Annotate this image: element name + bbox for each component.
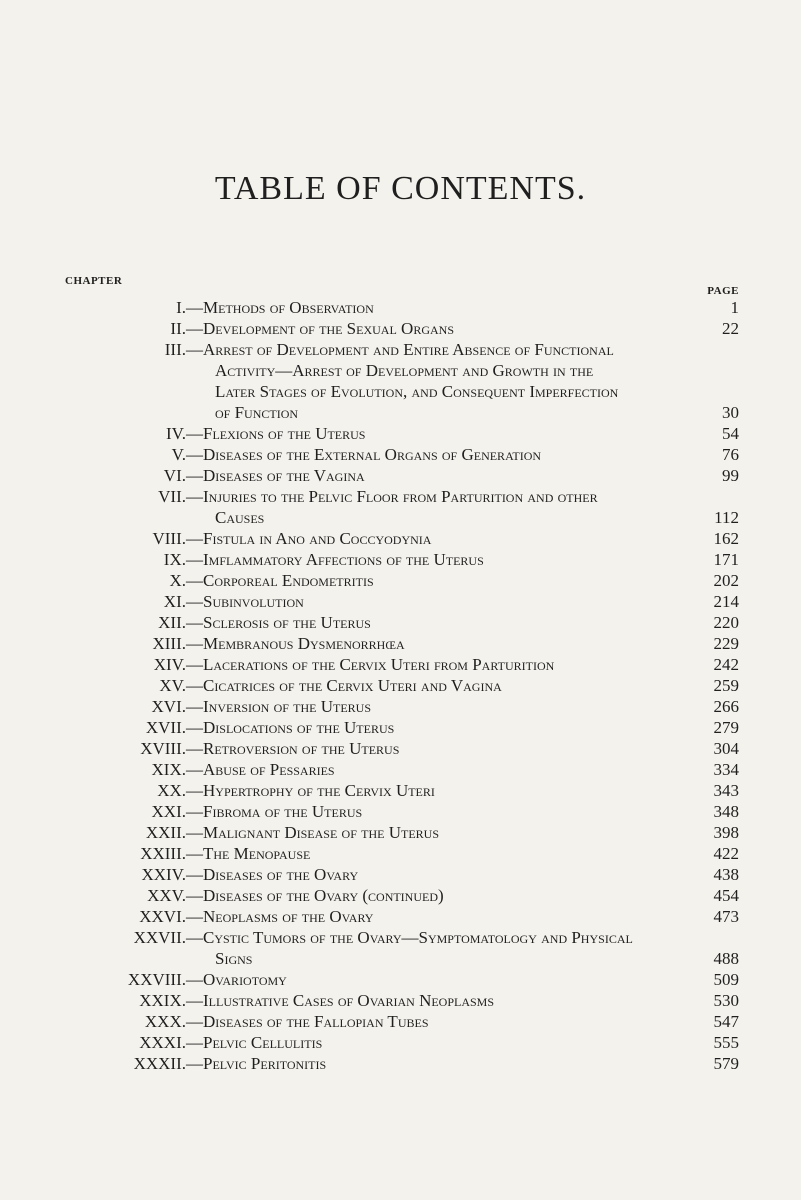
page-number: 555 [713, 1033, 739, 1052]
toc-entry [0, 675, 801, 696]
toc-line [0, 675, 801, 696]
chapter-number: XV. [159, 676, 186, 695]
chapter-title: —Imflammatory Affections of the Uterus [186, 550, 484, 569]
toc-line [0, 885, 801, 906]
chapter-number: V. [171, 445, 186, 464]
page-number: 343 [713, 781, 739, 800]
chapter-title: —Neoplasms of the Ovary [186, 907, 374, 926]
page-number: 334 [713, 760, 739, 779]
toc-entry [0, 549, 801, 570]
toc-line [0, 990, 801, 1011]
chapter-number: XXXII. [133, 1054, 186, 1073]
toc-entry [0, 822, 801, 843]
toc-line [0, 633, 801, 654]
toc-entry [0, 465, 801, 486]
chapter-number: XVII. [145, 718, 186, 737]
chapter-number: VIII. [152, 529, 186, 548]
toc-line [0, 759, 801, 780]
chapter-title: —Diseases of the Vagina [186, 466, 365, 485]
toc-entry [0, 696, 801, 717]
chapter-number: XVI. [151, 697, 186, 716]
chapter-number: XII. [158, 613, 186, 632]
toc-entry [0, 780, 801, 801]
chapter-number: XXXI. [139, 1033, 186, 1052]
chapter-number: X. [169, 571, 186, 590]
page-number: 22 [722, 319, 739, 338]
toc-line [0, 591, 801, 612]
page-number: 162 [713, 529, 739, 548]
chapter-number: VII. [158, 487, 186, 506]
chapter-number: XX. [157, 781, 186, 800]
chapter-title: —Arrest of Development and Entire Absence of Functional [186, 340, 614, 359]
toc-line [0, 927, 801, 948]
toc-line [0, 423, 801, 444]
toc-entry [0, 339, 801, 423]
page-number: 473 [713, 907, 739, 926]
page-number: 76 [722, 445, 739, 464]
toc-line [0, 1011, 801, 1032]
toc-line [0, 843, 801, 864]
chapter-number: XXIX. [139, 991, 186, 1010]
page-number: 99 [722, 466, 739, 485]
page-number: 202 [713, 571, 739, 590]
chapter-title: —Development of the Sexual Organs [186, 319, 455, 338]
page-number: 304 [713, 739, 739, 758]
chapter-number: XIII. [152, 634, 186, 653]
chapter-title: —Cystic Tumors of the Ovary—Symptomatology and Physical [186, 928, 633, 947]
chapter-title: —Fistula in Ano and Coccyodynia [186, 529, 432, 548]
page-number: 398 [713, 823, 739, 842]
toc-line [0, 465, 801, 486]
chapter-title: Signs [215, 949, 253, 968]
toc-entry [0, 864, 801, 885]
chapter-number: XXI. [151, 802, 186, 821]
toc-entry [0, 717, 801, 738]
chapter-title: —Sclerosis of the Uterus [186, 613, 371, 632]
toc-line [0, 360, 801, 381]
page-number: 547 [713, 1012, 739, 1031]
chapter-title: —Ovariotomy [186, 970, 287, 989]
chapter-number: VI. [163, 466, 186, 485]
toc-line [0, 696, 801, 717]
toc-entry [0, 444, 801, 465]
toc-line [0, 780, 801, 801]
chapter-number: IX. [163, 550, 186, 569]
page-number: 220 [713, 613, 739, 632]
page-number: 530 [713, 991, 739, 1010]
page-number: 112 [714, 508, 739, 527]
chapter-column-header: CHAPTER [65, 275, 123, 287]
toc-entry [0, 969, 801, 990]
chapter-number: IV. [166, 424, 186, 443]
chapter-number: XXIV. [141, 865, 186, 884]
toc-entry [0, 927, 801, 969]
toc-entry [0, 654, 801, 675]
chapter-number: III. [164, 340, 186, 359]
toc-line [0, 738, 801, 759]
chapter-title: of Function [215, 403, 299, 422]
page-number: 30 [722, 403, 739, 422]
chapter-number: XXVII. [133, 928, 186, 947]
toc-entry [0, 297, 801, 318]
toc-line [0, 381, 801, 402]
chapter-title: —Hypertrophy of the Cervix Uteri [186, 781, 435, 800]
toc-line [0, 948, 801, 969]
toc-line [0, 969, 801, 990]
chapter-title: —Malignant Disease of the Uterus [186, 823, 439, 842]
toc-line [0, 822, 801, 843]
toc-entry [0, 633, 801, 654]
page-number: 509 [713, 970, 739, 989]
chapter-number: XIX. [151, 760, 186, 779]
chapter-number: XXIII. [140, 844, 186, 863]
chapter-number: XXX. [144, 1012, 186, 1031]
page-number: 279 [713, 718, 739, 737]
toc-line [0, 717, 801, 738]
toc-entry [0, 423, 801, 444]
chapter-title: —Flexions of the Uterus [186, 424, 366, 443]
chapter-number: XVIII. [140, 739, 186, 758]
page-number: 579 [713, 1054, 739, 1073]
toc-entry [0, 885, 801, 906]
chapter-number: XXII. [145, 823, 186, 842]
chapter-title: Later Stages of Evolution, and Consequent Imperfection [215, 382, 619, 401]
chapter-title: Activity—Arrest of Development and Growth in the [215, 361, 594, 380]
toc-line [0, 570, 801, 591]
chapter-title: Causes [215, 508, 265, 527]
chapter-title: —Illustrative Cases of Ovarian Neoplasms [186, 991, 495, 1010]
toc-entry [0, 570, 801, 591]
chapter-title: —Dislocations of the Uterus [186, 718, 395, 737]
toc-entry [0, 801, 801, 822]
chapter-title: —Subinvolution [186, 592, 304, 611]
chapter-title: —Membranous Dysmenorrhœa [186, 634, 405, 653]
toc-line [0, 654, 801, 675]
toc-line [0, 906, 801, 927]
page-title: TABLE OF CONTENTS. [214, 170, 587, 207]
chapter-title: —Fibroma of the Uterus [186, 802, 363, 821]
toc-line [0, 444, 801, 465]
page-number: 1 [730, 298, 739, 317]
toc-line [0, 864, 801, 885]
toc-entry [0, 528, 801, 549]
page-number: 488 [713, 949, 739, 968]
toc-entry [0, 738, 801, 759]
toc-line [0, 612, 801, 633]
chapter-title: —The Menopause [186, 844, 311, 863]
toc-entry [0, 759, 801, 780]
page-column-header: PAGE [707, 285, 739, 297]
toc-line [0, 528, 801, 549]
toc-entry [0, 906, 801, 927]
chapter-number: I. [176, 298, 186, 317]
chapter-title: —Diseases of the Ovary (continued) [186, 886, 444, 905]
chapter-title: —Methods of Observation [186, 298, 374, 317]
toc-entry [0, 486, 801, 528]
chapter-title: —Diseases of the Ovary [186, 865, 359, 884]
chapter-title: —Cicatrices of the Cervix Uteri and Vagina [186, 676, 502, 695]
chapter-number: XI. [163, 592, 186, 611]
chapter-title: —Diseases of the External Organs of Generation [186, 445, 542, 464]
toc-entry [0, 591, 801, 612]
toc-line [0, 1053, 801, 1074]
chapter-title: —Inversion of the Uterus [186, 697, 372, 716]
toc-line [0, 297, 801, 318]
chapter-title: —Abuse of Pessaries [186, 760, 335, 779]
toc-entry [0, 1032, 801, 1053]
toc-line [0, 318, 801, 339]
toc-line [0, 507, 801, 528]
page-number: 348 [713, 802, 739, 821]
page-number: 171 [713, 550, 739, 569]
chapter-title: —Retroversion of the Uterus [186, 739, 400, 758]
chapter-title: —Lacerations of the Cervix Uteri from Parturition [186, 655, 555, 674]
chapter-title: —Pelvic Cellulitis [186, 1033, 323, 1052]
chapter-title: —Pelvic Peritonitis [186, 1054, 327, 1073]
toc-entry [0, 612, 801, 633]
toc-line [0, 486, 801, 507]
toc-entry [0, 1053, 801, 1074]
page-number: 266 [713, 697, 739, 716]
chapter-number: II. [170, 319, 186, 338]
toc-list [0, 297, 801, 1074]
chapter-title: —Corporeal Endometritis [186, 571, 374, 590]
toc-entry [0, 843, 801, 864]
page-number: 54 [722, 424, 739, 443]
toc-entry [0, 318, 801, 339]
chapter-number: XXVI. [139, 907, 186, 926]
chapter-number: XXVIII. [127, 970, 186, 989]
page-number: 454 [713, 886, 739, 905]
page-number: 259 [713, 676, 739, 695]
toc-line [0, 402, 801, 423]
page-number: 214 [713, 592, 739, 611]
page-number: 229 [713, 634, 739, 653]
toc-line [0, 801, 801, 822]
chapter-number: XXV. [147, 886, 186, 905]
page-number: 438 [713, 865, 739, 884]
toc-entry [0, 990, 801, 1011]
page-number: 242 [713, 655, 739, 674]
toc-line [0, 549, 801, 570]
page-number: 422 [713, 844, 739, 863]
chapter-number: XIV. [153, 655, 186, 674]
toc-line [0, 1032, 801, 1053]
chapter-title: —Diseases of the Fallopian Tubes [186, 1012, 429, 1031]
toc-entry [0, 1011, 801, 1032]
chapter-title: —Injuries to the Pelvic Floor from Parturition and other [186, 487, 598, 506]
toc-line [0, 339, 801, 360]
